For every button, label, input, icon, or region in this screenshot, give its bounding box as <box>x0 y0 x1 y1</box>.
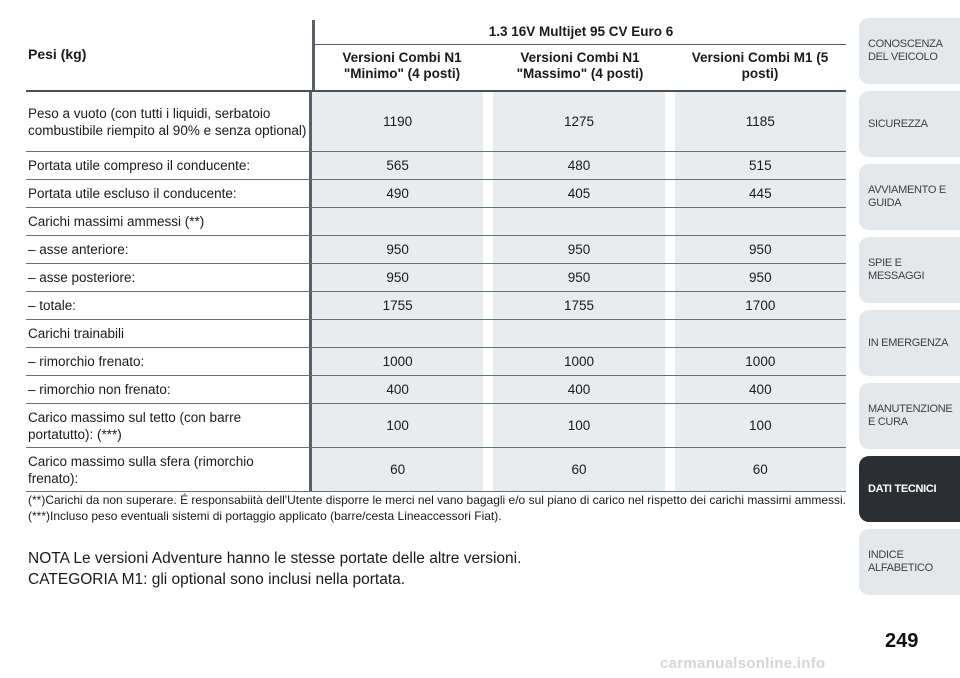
cell-value: 565 <box>312 152 483 179</box>
cell-value: 60 <box>312 448 483 491</box>
table-row <box>26 180 846 208</box>
cell-value: 950 <box>312 236 483 263</box>
notes <box>28 548 521 590</box>
cell-value: 400 <box>675 376 846 403</box>
cell-value: 515 <box>675 152 846 179</box>
cell-value: 1000 <box>675 348 846 375</box>
cell-value: 60 <box>675 448 846 491</box>
cell-value: 480 <box>493 152 664 179</box>
version-header-m1: Versioni Combi M1 (5 posti) <box>691 50 829 81</box>
note: NOTA Le versioni Adventure hanno le stesse portate delle altre versioni. <box>28 550 522 567</box>
cell-value: 1700 <box>675 292 846 319</box>
row-label: Carichi trainabili <box>26 320 312 347</box>
tab-conoscenza-del-veicolo[interactable]: CONOSCENZA DEL VEICOLO <box>859 18 960 84</box>
footnotes <box>28 492 848 524</box>
tab-manutenzione-e-cura[interactable]: MANUTENZIONE E CURA <box>859 383 960 449</box>
cell-value: 950 <box>493 264 664 291</box>
cell-value: 60 <box>493 448 664 491</box>
footnote: (***)Incluso peso eventuali sistemi di portaggio applicato (barre/cesta Lineaccessori Fiat). <box>28 509 502 523</box>
page-number: 249 <box>885 630 919 652</box>
cell-value <box>675 208 846 235</box>
cell-value: 950 <box>312 264 483 291</box>
tab-sicurezza[interactable]: SICUREZZA <box>859 91 960 157</box>
weights-table <box>26 20 846 492</box>
table-row <box>26 92 846 152</box>
cell-value: 1000 <box>312 348 483 375</box>
cell-value <box>675 320 846 347</box>
tab-dati-tecnici[interactable]: DATI TECNICI <box>859 456 960 522</box>
cell-value: 950 <box>493 236 664 263</box>
note: CATEGORIA M1: gli optional sono inclusi nella portata. <box>28 571 406 588</box>
row-label: – totale: <box>26 292 312 319</box>
table-row <box>26 320 846 348</box>
table-row <box>26 236 846 264</box>
cell-value: 405 <box>493 180 664 207</box>
cell-value: 100 <box>312 404 483 447</box>
table-header <box>26 20 846 92</box>
version-header-n1-minimo: Versioni Combi N1 "Minimo" (4 posti) <box>342 50 462 81</box>
row-label: Peso a vuoto (con tutti i liquidi, serbatoio combustibile riempito al 90% e senza optional) <box>26 92 312 151</box>
row-header-label: Pesi (kg) <box>28 46 87 62</box>
table-body <box>26 92 846 492</box>
cell-value: 1185 <box>675 92 846 151</box>
table-row <box>26 152 846 180</box>
table-row <box>26 376 846 404</box>
row-label: Carico massimo sul tetto (con barre portatutto): (***) <box>26 404 312 447</box>
cell-value <box>312 320 483 347</box>
cell-value: 1755 <box>312 292 483 319</box>
table-row <box>26 264 846 292</box>
table-row <box>26 448 846 492</box>
table-row <box>26 208 846 236</box>
cell-value: 445 <box>675 180 846 207</box>
cell-value <box>493 320 664 347</box>
row-label: – asse posteriore: <box>26 264 312 291</box>
cell-value <box>312 208 483 235</box>
row-label: – asse anteriore: <box>26 236 312 263</box>
cell-value <box>493 208 664 235</box>
table-row <box>26 292 846 320</box>
row-label: – rimorchio non frenato: <box>26 376 312 403</box>
row-label: – rimorchio frenato: <box>26 348 312 375</box>
watermark: carmanualsonline.info <box>660 655 826 672</box>
cell-value: 950 <box>675 236 846 263</box>
header-rule <box>26 90 846 92</box>
cell-value: 1000 <box>493 348 664 375</box>
engine-rule <box>315 44 846 45</box>
row-label: Carico massimo sulla sfera (rimorchio frenato): <box>26 448 312 491</box>
cell-value: 400 <box>312 376 483 403</box>
table-row <box>26 348 846 376</box>
header-divider <box>312 20 315 92</box>
cell-value: 400 <box>493 376 664 403</box>
footnote: (**)Carichi da non superare. É responsabiità dell'Utente disporre le merci nel vano bagagli e/o sul piano di carico nel rispetto dei carichi massimi ammessi. <box>28 493 847 507</box>
cell-value: 100 <box>493 404 664 447</box>
cell-value: 1190 <box>312 92 483 151</box>
section-tabs <box>859 18 960 602</box>
cell-value: 1275 <box>493 92 664 151</box>
row-label: Portata utile escluso il conducente: <box>26 180 312 207</box>
cell-value: 490 <box>312 180 483 207</box>
row-label: Carichi massimi ammessi (**) <box>26 208 312 235</box>
cell-value: 100 <box>675 404 846 447</box>
table-row <box>26 404 846 448</box>
engine-header: 1.3 16V Multijet 95 CV Euro 6 <box>488 24 674 39</box>
tab-indice-alfabetico[interactable]: INDICE ALFABETICO <box>859 529 960 595</box>
version-header-n1-massimo: Versioni Combi N1 "Massimo" (4 posti) <box>516 50 644 81</box>
cell-value: 950 <box>675 264 846 291</box>
tab-in-emergenza[interactable]: IN EMERGENZA <box>859 310 960 376</box>
tab-avviamento-e-guida[interactable]: AVVIAMENTO E GUIDA <box>859 164 960 230</box>
row-label: Portata utile compreso il conducente: <box>26 152 312 179</box>
tab-spie-e-messaggi[interactable]: SPIE E MESSAGGI <box>859 237 960 303</box>
cell-value: 1755 <box>493 292 664 319</box>
